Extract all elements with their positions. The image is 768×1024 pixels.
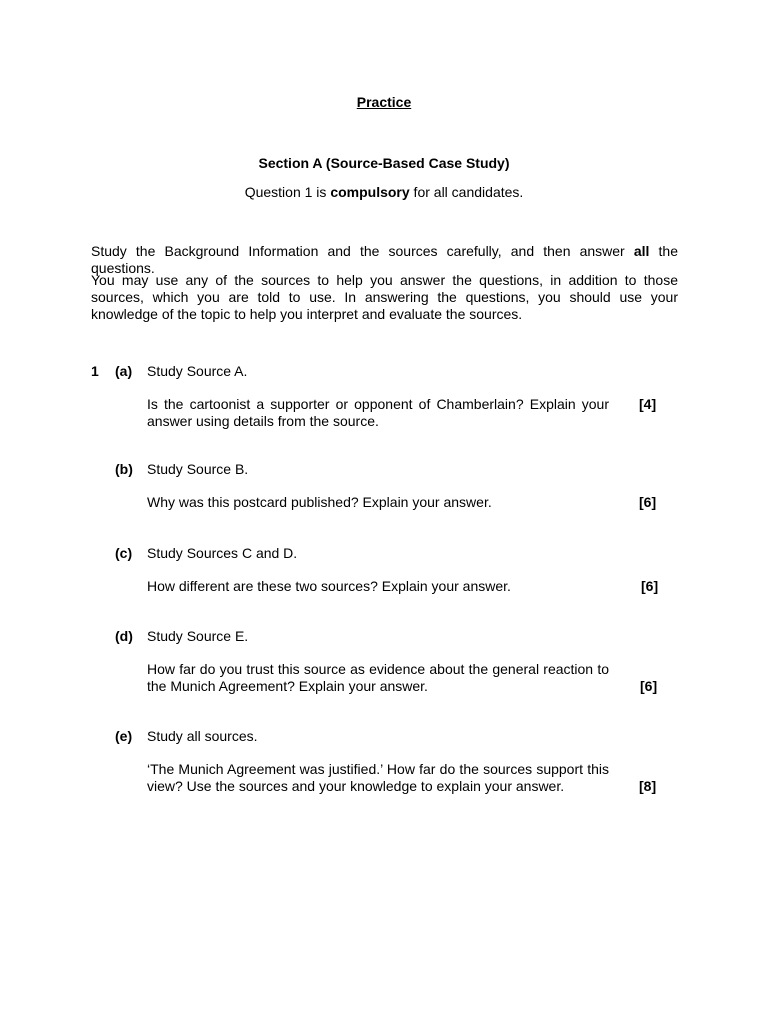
question-number: 1	[91, 363, 99, 379]
part-question-d: How far do you trust this source as evidence about the general reaction to the Munich Agreement? Explain your answer.	[147, 661, 609, 694]
part-question-a: Is the cartoonist a supporter or opponent of Chamberlain? Explain your answer using details from the source.	[147, 396, 609, 429]
part-label-d: (d)	[115, 628, 133, 644]
part-study-d: Study Source E.	[147, 628, 249, 644]
compulsory-bold: compulsory	[330, 184, 410, 200]
instruction-1-pre: Study the Background Information and the sources carefully, and then answer	[91, 243, 634, 259]
part-study-b: Study Source B.	[147, 461, 249, 477]
part-marks-a: [4]	[639, 396, 657, 412]
part-marks-b: [6]	[639, 494, 657, 510]
compulsory-post: for all candidates.	[409, 184, 524, 200]
page-title: Practice	[356, 94, 412, 110]
part-marks-e: [8]	[639, 778, 657, 794]
part-marks-d: [6]	[640, 678, 658, 694]
part-question-c: How different are these two sources? Explain your answer.	[147, 578, 511, 594]
instruction-1-bold: all	[633, 243, 650, 259]
part-question-e: ‘The Munich Agreement was justified.’ How far do the sources support this view? Use the sources and your knowledge to explain your answer.	[147, 761, 609, 794]
part-study-e: Study all sources.	[147, 728, 258, 744]
part-question-b: Why was this postcard published? Explain your answer.	[147, 494, 492, 510]
part-label-e: (e)	[115, 728, 133, 744]
part-study-a: Study Source A.	[147, 363, 248, 379]
part-marks-c: [6]	[641, 578, 659, 594]
compulsory-pre: Question 1 is	[244, 184, 331, 200]
part-label-a: (a)	[115, 363, 133, 379]
instruction-1-post: the questions.	[91, 243, 678, 276]
compulsory-line	[0, 184, 768, 201]
part-label-c: (c)	[115, 545, 133, 561]
section-heading: Section A (Source-Based Case Study)	[258, 155, 510, 171]
part-study-c: Study Sources C and D.	[147, 545, 298, 561]
instruction-paragraph-2: You may use any of the sources to help you answer the questions, in addition to those sources, which you are told to use. In answering the questions, you should use your knowledge of the topic to help you interpret and evaluate the sources.	[91, 272, 678, 322]
part-label-b: (b)	[115, 461, 133, 477]
